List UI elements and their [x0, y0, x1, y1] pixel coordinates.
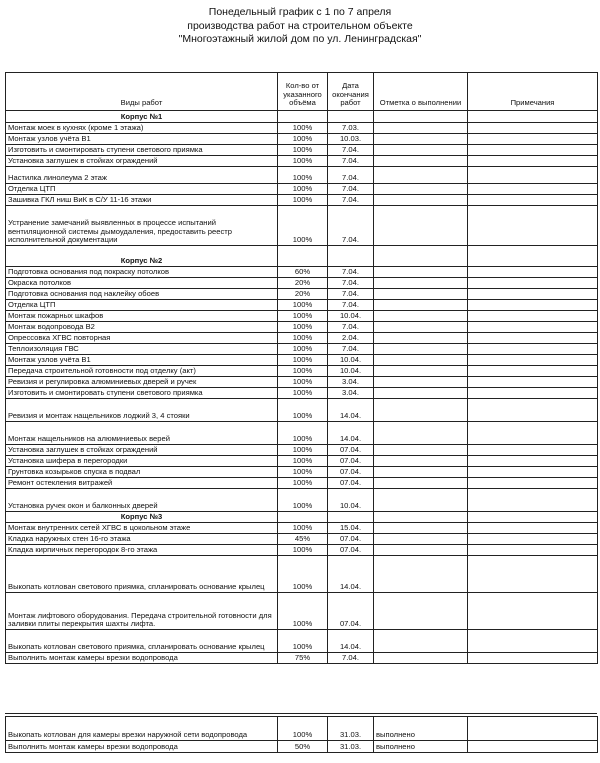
- notes-cell: [468, 134, 598, 145]
- volume-cell: 100%: [278, 333, 328, 344]
- table-row: [6, 366, 598, 377]
- work-cell: Ремонт остекления витражей: [6, 478, 278, 489]
- date-cell: 14.04.: [328, 399, 374, 422]
- section-title: Корпус №2: [6, 246, 278, 267]
- table-row: [6, 478, 598, 489]
- volume-cell: 100%: [278, 195, 328, 206]
- volume-cell: 100%: [278, 478, 328, 489]
- volume-cell: 100%: [278, 523, 328, 534]
- date-cell: 7.04.: [328, 184, 374, 195]
- mark-cell: выполнено: [374, 717, 468, 741]
- title-line-2: производства работ на строительном объекте: [187, 19, 413, 32]
- work-cell: Изготовить и смонтировать ступени светового приямка: [6, 145, 278, 156]
- work-cell: Выполнить монтаж камеры врезки водопровода: [6, 653, 278, 664]
- date-cell: 7.04.: [328, 267, 374, 278]
- volume-cell: 20%: [278, 278, 328, 289]
- volume-cell: 100%: [278, 556, 328, 593]
- notes-cell: [468, 456, 598, 467]
- work-cell: Выкопать котлован для камеры врезки наружной сети водопровода: [6, 717, 278, 741]
- section-empty-cell: [328, 512, 374, 523]
- work-cell: Установка заглушек в стойках ограждений: [6, 156, 278, 167]
- work-cell: Монтаж лифтового оборудования. Передача строительной готовности для заливки плиты перекрытия шахты лифта.: [6, 593, 278, 630]
- work-cell: Теплоизоляция ГВС: [6, 344, 278, 355]
- mark-cell: [374, 478, 468, 489]
- date-cell: 07.04.: [328, 545, 374, 556]
- mark-cell: [374, 545, 468, 556]
- table-row: [6, 630, 598, 653]
- notes-cell: [468, 167, 598, 184]
- section-title: Корпус №3: [6, 512, 278, 523]
- volume-cell: 100%: [278, 489, 328, 512]
- table-row: [6, 278, 598, 289]
- mark-cell: [374, 156, 468, 167]
- section-empty-cell: [374, 512, 468, 523]
- table-row: [6, 545, 598, 556]
- table-row: [6, 653, 598, 664]
- volume-cell: 100%: [278, 422, 328, 445]
- volume-cell: 100%: [278, 593, 328, 630]
- table-row: [6, 399, 598, 422]
- volume-cell: 100%: [278, 206, 328, 246]
- volume-cell: 100%: [278, 167, 328, 184]
- date-cell: 31.03.: [328, 741, 374, 753]
- date-cell: 7.04.: [328, 206, 374, 246]
- notes-cell: [468, 523, 598, 534]
- mark-cell: [374, 456, 468, 467]
- mark-cell: выполнено: [374, 741, 468, 753]
- date-cell: 07.04.: [328, 467, 374, 478]
- volume-cell: 75%: [278, 653, 328, 664]
- volume-cell: 50%: [278, 741, 328, 753]
- mark-cell: [374, 134, 468, 145]
- mark-cell: [374, 445, 468, 456]
- table-row: [6, 195, 598, 206]
- table-row: [6, 445, 598, 456]
- work-cell: Устранение замечаний выявленных в процессе испытаний вентиляционной системы дымоудаления, предоставить реестр исполнительной документации: [6, 206, 278, 246]
- date-cell: 7.04.: [328, 195, 374, 206]
- table-row: [6, 467, 598, 478]
- section-empty-cell: [278, 111, 328, 123]
- notes-cell: [468, 123, 598, 134]
- work-cell: Выкопать котлован светового приямка, спланировать основание крылец: [6, 556, 278, 593]
- work-cell: Зашивка ГКЛ ниш ВиК в С/У 11-16 этажи: [6, 195, 278, 206]
- table-row: [6, 206, 598, 246]
- notes-cell: [468, 489, 598, 512]
- notes-cell: [468, 184, 598, 195]
- table-row: [6, 289, 598, 300]
- volume-cell: 100%: [278, 717, 328, 741]
- notes-cell: [468, 534, 598, 545]
- notes-cell: [468, 377, 598, 388]
- title-line-1: Понедельный график с 1 по 7 апреля: [208, 6, 392, 18]
- notes-cell: [468, 322, 598, 333]
- mark-cell: [374, 322, 468, 333]
- table-row: [6, 145, 598, 156]
- volume-cell: 100%: [278, 388, 328, 399]
- extra-table: [5, 716, 598, 753]
- volume-cell: 100%: [278, 545, 328, 556]
- notes-cell: [468, 445, 598, 456]
- col-header-date: Дата окончания работ: [328, 73, 374, 111]
- section-empty-cell: [374, 246, 468, 267]
- section-title: Корпус №1: [6, 111, 278, 123]
- volume-cell: 100%: [278, 300, 328, 311]
- date-cell: 15.04.: [328, 523, 374, 534]
- work-cell: Изготовить и смонтировать ступени светового приямка: [6, 388, 278, 399]
- mark-cell: [374, 523, 468, 534]
- work-cell: Выполнить монтаж камеры врезки водопровода: [6, 741, 278, 753]
- work-cell: Настилка линолеума 2 этаж: [6, 167, 278, 184]
- volume-cell: 100%: [278, 156, 328, 167]
- mark-cell: [374, 167, 468, 184]
- work-cell: Монтаж внутренних сетей ХГВС в цокольном этаже: [6, 523, 278, 534]
- notes-cell: [468, 399, 598, 422]
- date-cell: 3.04.: [328, 377, 374, 388]
- work-cell: Монтаж моек в кухнях (кроме 1 этажа): [6, 123, 278, 134]
- notes-cell: [468, 289, 598, 300]
- section-empty-cell: [278, 512, 328, 523]
- separator-line: [5, 713, 597, 714]
- mark-cell: [374, 399, 468, 422]
- col-header-volume: Кол-во от указанного объёма: [278, 73, 328, 111]
- work-cell: Монтаж узлов учёта В1: [6, 134, 278, 145]
- volume-cell: 100%: [278, 145, 328, 156]
- section-empty-cell: [278, 246, 328, 267]
- date-cell: 07.04.: [328, 593, 374, 630]
- date-cell: 14.04.: [328, 630, 374, 653]
- volume-cell: 100%: [278, 366, 328, 377]
- table-row: [6, 534, 598, 545]
- notes-cell: [468, 630, 598, 653]
- work-cell: Монтаж водопровода В2: [6, 322, 278, 333]
- work-cell: Кладка наружных стен 16-го этажа: [6, 534, 278, 545]
- date-cell: 10.04.: [328, 366, 374, 377]
- section-row: [6, 111, 598, 123]
- table-row: [6, 322, 598, 333]
- work-cell: Грунтовка козырьков спуска в подвал: [6, 467, 278, 478]
- notes-cell: [468, 366, 598, 377]
- date-cell: 7.04.: [328, 344, 374, 355]
- volume-cell: 100%: [278, 322, 328, 333]
- date-cell: 07.04.: [328, 478, 374, 489]
- date-cell: 7.04.: [328, 300, 374, 311]
- date-cell: 10.04.: [328, 311, 374, 322]
- work-cell: Передача строительной готовности под отделку (акт): [6, 366, 278, 377]
- table-row: [6, 134, 598, 145]
- title-line-3: "Многоэтажный жилой дом по ул. Ленинградская": [178, 33, 422, 45]
- notes-cell: [468, 653, 598, 664]
- notes-cell: [468, 717, 598, 741]
- mark-cell: [374, 630, 468, 653]
- date-cell: 14.04.: [328, 422, 374, 445]
- date-cell: 7.03.: [328, 123, 374, 134]
- work-cell: Подготовка основания под наклейку обоев: [6, 289, 278, 300]
- notes-cell: [468, 333, 598, 344]
- work-cell: Выкопать котлован светового приямка, спланировать основание крылец: [6, 630, 278, 653]
- col-header-mark: Отметка о выполнении: [374, 73, 468, 111]
- section-empty-cell: [374, 111, 468, 123]
- mark-cell: [374, 145, 468, 156]
- mark-cell: [374, 289, 468, 300]
- notes-cell: [468, 156, 598, 167]
- work-cell: Установка шифера в перегородки: [6, 456, 278, 467]
- volume-cell: 100%: [278, 456, 328, 467]
- table-row: [6, 156, 598, 167]
- notes-cell: [468, 422, 598, 445]
- mark-cell: [374, 467, 468, 478]
- volume-cell: 60%: [278, 267, 328, 278]
- mark-cell: [374, 333, 468, 344]
- mark-cell: [374, 206, 468, 246]
- table-row: [6, 300, 598, 311]
- mark-cell: [374, 653, 468, 664]
- date-cell: 7.04.: [328, 322, 374, 333]
- table-row: [6, 377, 598, 388]
- schedule-table: [5, 72, 598, 664]
- date-cell: 7.04.: [328, 653, 374, 664]
- work-cell: Ревизия и монтаж нащельников лоджий 3, 4 стояки: [6, 399, 278, 422]
- extra-row: [6, 717, 598, 741]
- volume-cell: 100%: [278, 355, 328, 366]
- notes-cell: [468, 467, 598, 478]
- notes-cell: [468, 545, 598, 556]
- document-title: [0, 6, 600, 47]
- volume-cell: 100%: [278, 377, 328, 388]
- section-row: [6, 512, 598, 523]
- mark-cell: [374, 184, 468, 195]
- table-row: [6, 422, 598, 445]
- col-header-work: Виды работ: [6, 73, 278, 111]
- work-cell: Монтаж нащельников на алюминиевых верей: [6, 422, 278, 445]
- mark-cell: [374, 311, 468, 322]
- table-row: [6, 556, 598, 593]
- table-row: [6, 523, 598, 534]
- mark-cell: [374, 278, 468, 289]
- date-cell: 10.04.: [328, 355, 374, 366]
- notes-cell: [468, 556, 598, 593]
- notes-cell: [468, 355, 598, 366]
- work-cell: Опрессовка ХГВС повторная: [6, 333, 278, 344]
- volume-cell: 100%: [278, 630, 328, 653]
- mark-cell: [374, 195, 468, 206]
- notes-cell: [468, 300, 598, 311]
- mark-cell: [374, 267, 468, 278]
- volume-cell: 100%: [278, 399, 328, 422]
- notes-cell: [468, 593, 598, 630]
- volume-cell: 100%: [278, 184, 328, 195]
- date-cell: 07.04.: [328, 456, 374, 467]
- table-row: [6, 593, 598, 630]
- date-cell: 10.04.: [328, 489, 374, 512]
- mark-cell: [374, 377, 468, 388]
- date-cell: 7.04.: [328, 156, 374, 167]
- date-cell: 7.04.: [328, 289, 374, 300]
- notes-cell: [468, 311, 598, 322]
- work-cell: Отделка ЦТП: [6, 184, 278, 195]
- work-cell: Установка ручек окон и балконных дверей: [6, 489, 278, 512]
- mark-cell: [374, 355, 468, 366]
- volume-cell: 100%: [278, 311, 328, 322]
- mark-cell: [374, 422, 468, 445]
- notes-cell: [468, 741, 598, 753]
- work-cell: Монтаж пожарных шкафов: [6, 311, 278, 322]
- date-cell: 3.04.: [328, 388, 374, 399]
- section-empty-cell: [468, 246, 598, 267]
- table-row: [6, 311, 598, 322]
- date-cell: 07.04.: [328, 534, 374, 545]
- section-row: [6, 246, 598, 267]
- volume-cell: 45%: [278, 534, 328, 545]
- volume-cell: 100%: [278, 134, 328, 145]
- table-row: [6, 388, 598, 399]
- mark-cell: [374, 534, 468, 545]
- work-cell: Установка заглушек в стойках ограждений: [6, 445, 278, 456]
- date-cell: 31.03.: [328, 717, 374, 741]
- date-cell: 7.04.: [328, 167, 374, 184]
- notes-cell: [468, 267, 598, 278]
- volume-cell: 100%: [278, 467, 328, 478]
- table-row: [6, 489, 598, 512]
- table-row: [6, 344, 598, 355]
- date-cell: 10.03.: [328, 134, 374, 145]
- work-cell: Отделка ЦТП: [6, 300, 278, 311]
- notes-cell: [468, 478, 598, 489]
- mark-cell: [374, 489, 468, 512]
- notes-cell: [468, 195, 598, 206]
- mark-cell: [374, 556, 468, 593]
- mark-cell: [374, 593, 468, 630]
- table-row: [6, 167, 598, 184]
- date-cell: 07.04.: [328, 445, 374, 456]
- mark-cell: [374, 300, 468, 311]
- work-cell: Ревизия и регулировка алюминиевых дверей и ручек: [6, 377, 278, 388]
- section-empty-cell: [328, 111, 374, 123]
- mark-cell: [374, 388, 468, 399]
- table-row: [6, 184, 598, 195]
- notes-cell: [468, 344, 598, 355]
- work-cell: Кладка кирпичных перегородок 8-го этажа: [6, 545, 278, 556]
- work-cell: Подготовка основания под покраску потолков: [6, 267, 278, 278]
- date-cell: 7.04.: [328, 145, 374, 156]
- work-cell: Окраска потолков: [6, 278, 278, 289]
- table-row: [6, 123, 598, 134]
- extra-row: [6, 741, 598, 753]
- work-cell: Монтаж узлов учёта В1: [6, 355, 278, 366]
- section-empty-cell: [468, 111, 598, 123]
- mark-cell: [374, 366, 468, 377]
- volume-cell: 100%: [278, 123, 328, 134]
- volume-cell: 100%: [278, 445, 328, 456]
- table-row: [6, 456, 598, 467]
- notes-cell: [468, 278, 598, 289]
- mark-cell: [374, 123, 468, 134]
- table-row: [6, 355, 598, 366]
- volume-cell: 20%: [278, 289, 328, 300]
- col-header-notes: Примечания: [468, 73, 598, 111]
- notes-cell: [468, 145, 598, 156]
- table-row: [6, 333, 598, 344]
- table-row: [6, 267, 598, 278]
- section-empty-cell: [328, 246, 374, 267]
- mark-cell: [374, 344, 468, 355]
- section-empty-cell: [468, 512, 598, 523]
- date-cell: 2.04.: [328, 333, 374, 344]
- notes-cell: [468, 388, 598, 399]
- date-cell: 7.04.: [328, 278, 374, 289]
- date-cell: 14.04.: [328, 556, 374, 593]
- table-header-row: [6, 73, 598, 111]
- volume-cell: 100%: [278, 344, 328, 355]
- notes-cell: [468, 206, 598, 246]
